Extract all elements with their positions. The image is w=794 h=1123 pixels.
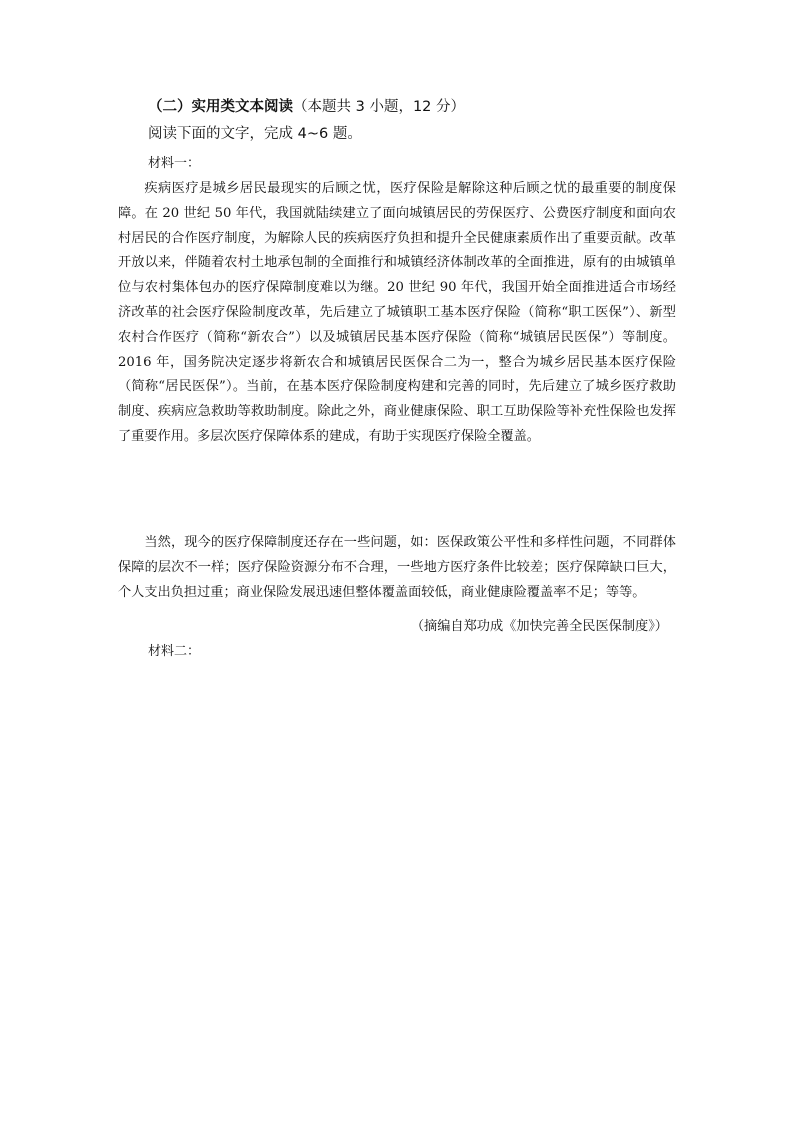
reading-instruction: 阅读下面的文字，完成 4~6 题。 [148, 126, 362, 142]
section-title [148, 95, 465, 116]
material-one-paragraph-2: 当然，现今的医疗保障制度还存在一些问题，如：医保政策公平性和多样性问题，不同群体保障的层次不一样；医疗保险资源分布不合理，一些地方医疗条件比较差；医疗保障缺口巨大，个人支出负担过重；商业保险发展迅速但整体覆盖面较低，商业健康险覆盖率不足；等等。 [118, 535, 676, 600]
section-score-note: （本题共 3 小题，12 分） [293, 99, 466, 115]
material-one-paragraph-1: 疾病医疗是城乡居民最现实的后顾之忧，医疗保险是解除这种后顾之忧的最重要的制度保障。在 20 世纪 50 年代，我国就陆续建立了面向城镇居民的劳保医疗、公费医疗制度和面向农村居民的合作医疗制度，为解除人民的疾病医疗负担和提升全民健康素质作出了重要贡献。改革开放以来，伴随着农村土地承包制的全面推行和城镇经济体制改革的全面推进，原有的由城镇单位与农村集体包办的医疗保障制度难以为继。20 世纪 90 年代，我国开始全面推进适合市场经济改革的社会医疗保险制度改革，先后建立了城镇职工基本医疗保险（简称“职工医保”）、新型农村合作医疗（简称“新农合”）以及城镇居民基本医疗保险（简称“城镇居民医保”）等制度。2016 年，国务院决定逐步将新农合和城镇居民医保合二为一，整合为城乡居民基本医疗保险（简称“居民医保”）。当前，在基本医疗保险制度构建和完善的同时，先后建立了城乡医疗救助制度、疾病应急救助等救助制度。除此之外，商业健康保险、职工互助保险等补充性保险也发挥了重要作用。多层次医疗保障体系的建成，有助于实现医疗保险全覆盖。 [118, 181, 676, 444]
material-one-label: 材料一： [148, 156, 201, 171]
material-one-citation: （摘编自郑功成《加快完善全民医保制度》） [410, 619, 668, 634]
section-title-main: （二）实用类文本阅读 [148, 99, 293, 115]
material-two-label: 材料二： [148, 644, 201, 659]
